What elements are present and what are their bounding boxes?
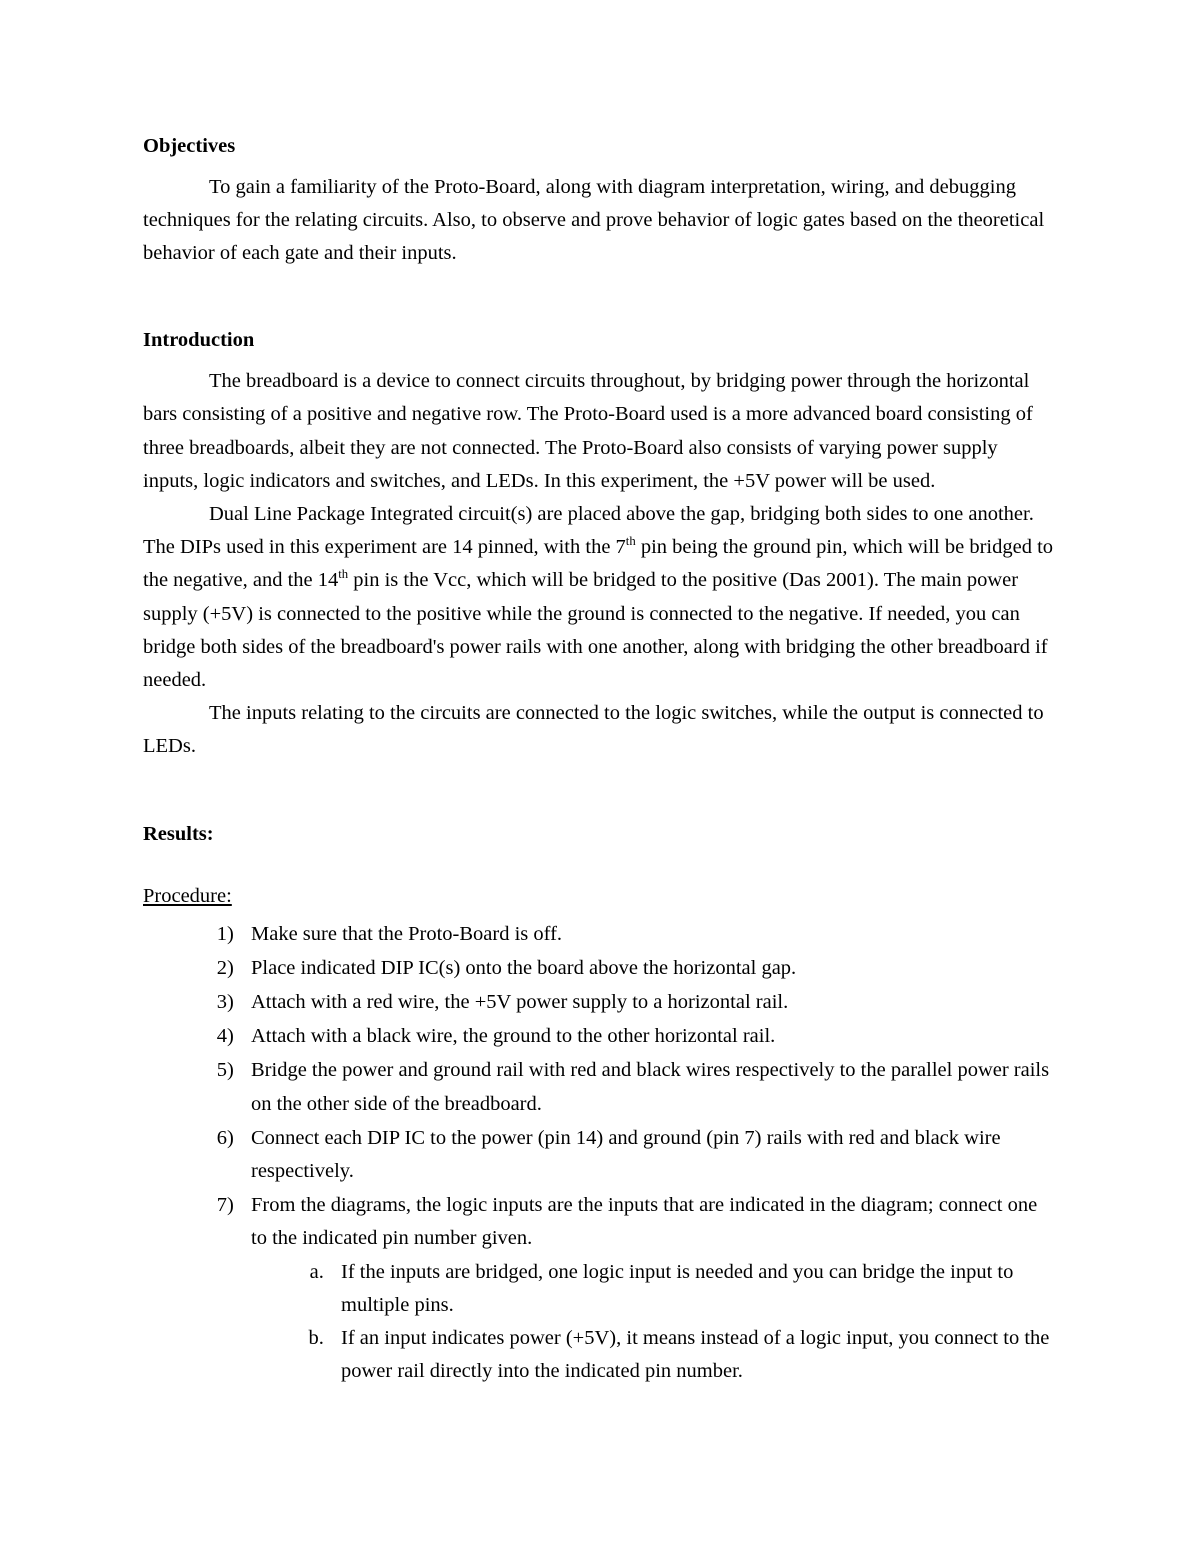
spacer (143, 764, 1057, 818)
spacer (143, 357, 1057, 365)
list-item (239, 1054, 1057, 1120)
list-item (329, 1322, 1057, 1388)
procedure-substep-a: a. If the inputs are bridged, one logic input is needed and you can bridge the input to multiple pins. (341, 1260, 1014, 1316)
procedure-step-3: 3. Attach with a red wire, the +5V power supply to a horizontal rail. (251, 991, 789, 1014)
procedure-step-6: 6. Connect each DIP IC to the power (pin 14) and ground (pin 7) rails with red and black wire respectively. (251, 1126, 1001, 1183)
introduction-paragraph-1: The breadboard is a device to connect circuits throughout, by bridging power through the horizontal bars consisting of a positive and negative row. The Proto-Board used is a more advanced board consisting of three breadboards, albeit they are not connected. The Proto-Board also consists of varying power supply inputs, logic indicators and switches, and LEDs. In this experiment, the +5V power will be used. (143, 370, 1033, 492)
procedure-step-7: 7. From the diagrams, the logic inputs are the inputs that are indicated in the diagram; connect one to the indicated pin number given. (251, 1194, 1038, 1250)
procedure-substeps-list (251, 1256, 1057, 1389)
intro-p2-sup2: th (338, 567, 349, 582)
intro-p2-part3: pin is the Vcc, which will be bridged to the positive (Das 2001). The main power supply (+5V) is connected to the positive while the ground is connected to the negative. If needed, you can bridge both sides of the breadboard's power rails with one another, along with bridging the other breadboard if needed. (143, 569, 1048, 692)
list-item (239, 1122, 1057, 1188)
list-item (329, 1256, 1057, 1322)
procedure-step-4: 4. Attach with a black wire, the ground to the other horizontal rail. (251, 1025, 776, 1048)
list-item (239, 1020, 1057, 1053)
procedure-step-5: 5. Bridge the power and ground rail with red and black wires respectively to the parallel power rails on the other side of the breadboard. (251, 1059, 1050, 1115)
spacer (143, 270, 1057, 324)
objectives-paragraph: To gain a familiarity of the Proto-Board, along with diagram interpretation, wiring, and debugging techniques for the relating circuits. Also, to observe and prove behavior of logic gates based on the theoretical behavior of each gate and their inputs. (143, 175, 1045, 265)
intro-p2-part1: Dual Line Package Integrated circuit(s) are placed above the gap, bridging both sides to one another. The DIPs used in this experiment are 14 pinned, with the 7 (143, 503, 1034, 559)
introduction-paragraph-2 (143, 498, 1057, 697)
procedure-steps-list (143, 918, 1057, 1389)
list-item (239, 918, 1057, 951)
procedure-step-2: 2. Place indicated DIP IC(s) onto the board above the horizontal gap. (251, 956, 797, 979)
list-item (239, 952, 1057, 985)
procedure-subheading: Procedure: (143, 885, 232, 908)
introduction-heading: Introduction (143, 329, 255, 352)
spacer (143, 163, 1057, 171)
spacer (143, 850, 1057, 880)
procedure-substep-b: b. If an input indicates power (+5V), it means instead of a logic input, you connect to the power rail directly into the indicated pin number. (341, 1327, 1050, 1383)
intro-p2-part2: pin being the ground pin, which will be bridged to the negative, and the 14 (143, 536, 1054, 592)
list-item (239, 1189, 1057, 1388)
objectives-heading: Objectives (143, 135, 236, 157)
introduction-paragraph-3: The inputs relating to the circuits are connected to the logic switches, while the output is connected to LEDs. (143, 702, 1044, 758)
document-body (143, 130, 1057, 1388)
list-item (239, 986, 1057, 1019)
procedure-step-1: 1. Make sure that the Proto-Board is off. (251, 922, 563, 945)
intro-p2-sup1: th (625, 534, 636, 549)
results-heading: Results: (143, 822, 214, 845)
